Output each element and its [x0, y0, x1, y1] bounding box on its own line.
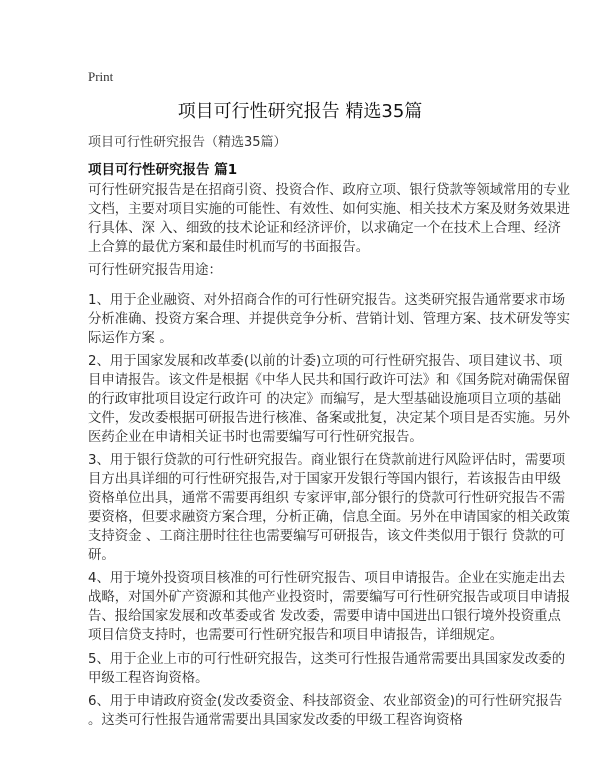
paragraph-line: 资格单位出具，通常不需要再组织 专家评审,部分银行的贷款可行性研究报告不需 [88, 491, 566, 506]
paragraph-line: 行具体、深 入、细致的技术论证和经济评价，以求确定一个在技术上合理、经济 [88, 221, 561, 236]
paragraph-line: 要资格，但要求融资方案合理，分析正确，信息全面。另外在申请国家的相关政策 [88, 510, 571, 525]
paragraph-line: 医药企业在申请相关证书时也需要编写可行性研究报告。 [88, 430, 423, 445]
paragraph-line: 研。 [88, 548, 115, 563]
paragraph-line: 1、用于企业融资、对外招商合作的可行性研究报告。这类研究报告通常要求市场 [88, 293, 566, 308]
paragraph-line: 5、用于企业上市的可行性研究报告，这类可行性报告通常需要出具国家发改委的 [88, 652, 566, 667]
paragraph-line: 上合算的最优方案和最佳时机而写的书面报告。 [88, 240, 370, 255]
paragraph [88, 692, 562, 730]
paragraph-line: 6、用于申请政府资金(发改委资金、科技部资金、农业部资金)的可行性研究报告 [88, 694, 563, 709]
paragraph [88, 181, 570, 257]
paragraph-line: 支持资金 、工商注册时往往也需要编写可研报告，该文件类似用于银行 贷款的可 [88, 529, 566, 544]
paragraph-line: 际运作方案 。 [88, 331, 173, 346]
paragraph-line: 文档，主要对项目实施的可能性、有效性、如何实施、相关技术方案及财务效果进 [88, 202, 571, 217]
paragraph-line: 分析准确、投资方案合理、并提供竞争分析、营销计划、管理方案、技术研发等实 [88, 312, 571, 327]
paragraph [88, 291, 570, 348]
paragraph-line: 甲级工程咨询资格。 [88, 671, 209, 686]
document-subtitle: 项目可行性研究报告（精选35篇） [88, 135, 287, 150]
paragraph-line: 目申请报告。该文件是根据《中华人民共和国行政许可法》和《国务院对确需保留 [88, 373, 571, 388]
paragraph-line: 告、报给国家发展和改革委或省 发改委，需要申请中国进出口银行境外投资重点 [88, 609, 561, 624]
paragraph-line: 可行性研究报告用途： [88, 263, 222, 278]
paragraph [88, 569, 570, 645]
paragraph [88, 261, 222, 280]
paragraph [88, 451, 570, 565]
print-link[interactable]: Print [88, 69, 114, 84]
paragraph [88, 352, 570, 447]
paragraph-line: 目方出具详细的可行性研究报告,对于国家开发银行等国内银行，若该报告由甲级 [88, 472, 561, 487]
paragraph [88, 650, 565, 688]
paragraph-line: 可行性研究报告是在招商引资、投资合作、政府立项、银行贷款等领域常用的专业 [88, 183, 571, 198]
section-heading: 项目可行性研究报告 篇1 [88, 162, 238, 178]
paragraph-line: 战略，对国外矿产资源和其他产业投资时，需要编写可行性研究报告或项目申请报 [88, 590, 571, 605]
paragraph-line: 4、用于境外投资项目核准的可行性研究报告、项目申请报告。企业在实施走出去 [88, 571, 566, 586]
page-title: 项目可行性研究报告 精选35篇 [177, 101, 423, 122]
paragraph-line: 的行政审批项目设定行政许可 的决定》而编写，是大型基础设施项目立项的基础 [88, 392, 561, 407]
paragraph-line: 3、用于银行贷款的可行性研究报告。商业银行在贷款前进行风险评估时，需要项 [88, 453, 566, 468]
paragraph-line: 项目信贷支持时，也需要可行性研究报告和项目申请报告，详细规定。 [88, 628, 504, 643]
paragraph-line: 文件，发改委根据可研报告进行核准、备案或批复，决定某个项目是否实施。另外 [88, 411, 571, 426]
paragraph-line: 2、用于国家发展和改革委(以前的计委)立项的可行性研究报告、项目建议书、项 [88, 354, 563, 369]
paragraph-line: 。这类可行性报告通常需要出具国家发改委的甲级工程咨询资格 [88, 713, 463, 728]
